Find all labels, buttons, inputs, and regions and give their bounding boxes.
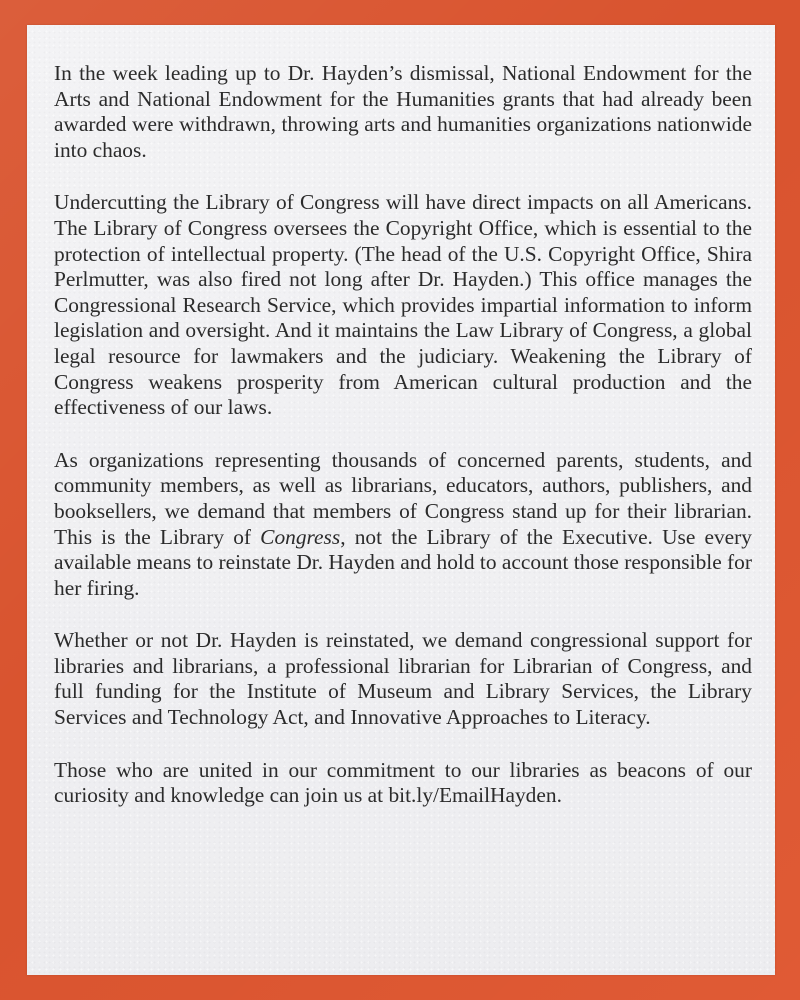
paragraph-demand-reinstate: [54, 448, 752, 602]
paragraph-funding-demand: Whether or not Dr. Hayden is reinstated, we demand congressional support for libraries and librarians, a professional librarian for Librarian of Congress, and full funding for the Institute of Museum and Library Services, the Library Services and Technology Act, and Innovative Approaches to Literacy.: [54, 628, 752, 730]
emphasis-congress: Congress: [260, 524, 341, 549]
paragraph-grants-withdrawn: In the week leading up to Dr. Hayden’s dismissal, National Endowment for the Arts and National Endowment for the Humanities grants that had already been awarded were withdrawn, throwing arts and humanities organizations nationwide into chaos.: [54, 61, 752, 162]
paragraph-join-us: Those who are united in our commitment to our libraries as beacons of our curiosity and knowledge can join us at bit.ly/EmailHayden.: [54, 757, 752, 808]
paragraph-library-impacts: Undercutting the Library of Congress will have direct impacts on all Americans. The Library of Congress oversees the Copyright Office, which is essential to the protection of intellectual property. (The head of the U.S. Copyright Office, Shira Perlmutter, was also fired not long after Dr. Hayden.) This office manages the Congressional Research Service, which provides impartial information to inform legislation and oversight. And it maintains the Law Library of Congress, a global legal resource for lawmakers and the judiciary. Weakening the Library of Congress weakens prosperity from American cultural production and the effectiveness of our laws.: [54, 190, 752, 420]
paragraph-demand-text-before: As organizations representing thousands of concerned parents, students, and community members, as well as librarians, educators, authors, publishers, and booksellers, we demand that members of Congress stand up for their librarian. This is the Library of: [54, 447, 752, 549]
letter-body: [54, 61, 752, 809]
paragraph-demand-text-after: , not the Library of the Executive. Use every available means to reinstate Dr. Hayden and hold to account those responsible for her firing.: [54, 524, 752, 600]
